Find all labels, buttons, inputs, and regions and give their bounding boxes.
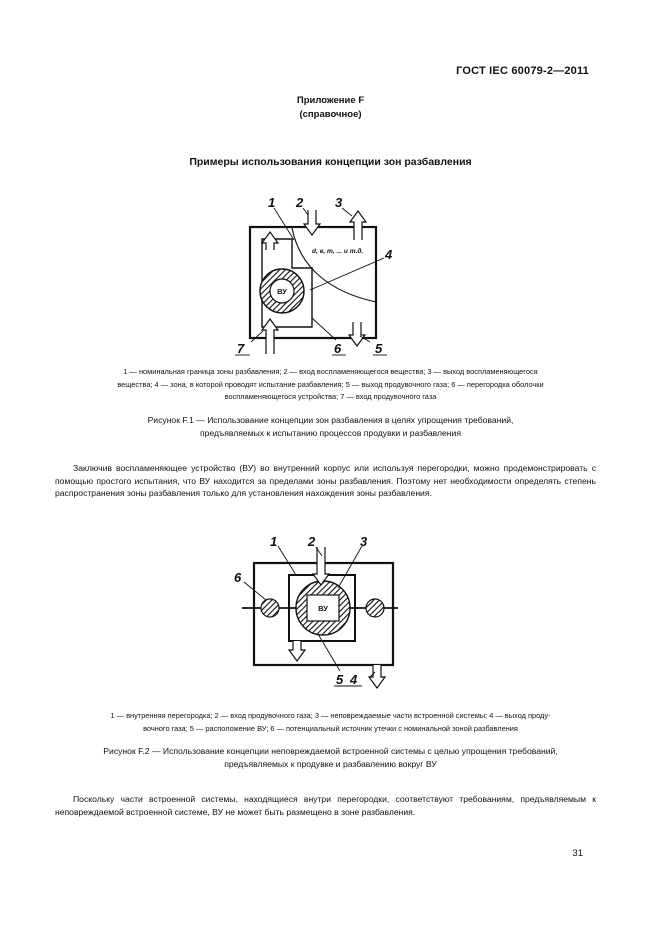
figure1-inner-text: d, e, m, ... и т.д.: [312, 248, 364, 255]
figure1-label-4: 4: [385, 247, 393, 262]
figure1-purge-inlet-arrow: [262, 319, 278, 354]
paragraph-1: Заключив воспламеняющее устройство (ВУ) во внутренний корпус или используя перегородки, можно продемонстрировать с помощью простого испытания, что ВУ находится за пределами зоны разбавления. Поэтому нет необходимости определять степень распространения зоны разбавления только для установления нахождения зоны разбавления.: [55, 463, 596, 499]
figure2-partition-outlet-arrow: [289, 641, 305, 661]
figure1-legend-line: 1 — номинальная граница зоны разбавления; 2 — вход воспламеняющегося вещества; 3 — выход воспламеняющегося: [123, 367, 538, 376]
figure1-label-1: 1: [268, 195, 276, 210]
figure1-label-2: 2: [296, 195, 304, 210]
figure2-leak-source-right: [366, 599, 384, 617]
figure1-label-6: 6: [334, 341, 342, 356]
figure2-purge-outlet-arrow: [369, 665, 385, 688]
figure1-outlet-arrow: [350, 211, 366, 240]
figure1-caption-line: предъявляемых к испытанию процессов продувки и разбавления: [200, 428, 461, 438]
figure1-device-label: ВУ: [277, 287, 287, 296]
figure1-label-7: 7: [237, 341, 245, 356]
figure2-legend-line: вочного газа; 5 — расположение ВУ; 6 — потенциальный источник утечки с номинальной зоной разбавления: [143, 723, 518, 733]
figure2-label-2: 2: [308, 534, 316, 549]
page-number: 31: [572, 848, 583, 859]
figure1-label-5: 5: [375, 341, 383, 356]
figure2-caption-line: предъявляемых к продувке и разбавлению вокруг ВУ: [224, 759, 437, 769]
figure2-label-6: 6: [234, 570, 242, 585]
figure1-legend-line: вещества; 4 — зона, в которой проводят испытание разбавления; 5 — выход продувочного газа; 6 — перегородка оболочки: [117, 379, 544, 389]
figure2-diagram: [234, 534, 398, 688]
figure1-caption: [60, 414, 601, 440]
figure2-label-4: 4: [350, 672, 358, 687]
figure2-caption-line: Рисунок F.2 — Использование концепции неповреждаемой встроенной системы с целью упрощения требований,: [103, 746, 558, 756]
figure2-legend: [60, 710, 601, 735]
figure1-diagram: [235, 195, 393, 356]
figure1-up-arrow: [262, 232, 278, 250]
figure1-legend-line: воспламеняющегося устройства; 7 — вход продувочного газа: [224, 392, 437, 402]
figure2-leak-source-left: [261, 599, 279, 617]
figure2-label-5: 5: [336, 672, 344, 687]
paragraph-2: Поскольку части встроенной системы, находящиеся внутри перегородки, соответствуют требованиям, предъявляемым к неповреждаемой встроенной системе, ВУ не может быть размещено в зоне разбавления.: [55, 794, 596, 817]
figure1-legend: [60, 366, 601, 404]
figure1-label-3: 3: [335, 195, 343, 210]
figure1-caption-line: Рисунок F.1 — Использование концепции зон разбавления в целях упрощения требований,: [147, 415, 514, 425]
figure2-legend-line: 1 — внутренняя перегородка; 2 — вход продувочного газа; 3 — неповреждаемые части встроенной системы; 4 — выход проду-: [110, 711, 551, 720]
standard-header: ГОСТ IEC 60079-2—2011: [456, 65, 589, 77]
appendix-subtitle: (справочное): [299, 109, 362, 120]
figure2-label-3: 3: [360, 534, 368, 549]
figure2-caption: [60, 745, 601, 771]
section-title: Примеры использования концепции зон разбавления: [189, 156, 472, 168]
figure1-purge-outlet-arrow: [349, 322, 365, 346]
figure2-purge-inlet-arrow: [313, 547, 329, 585]
figure2-device-label: ВУ: [318, 604, 328, 613]
appendix-title: Приложение F: [296, 95, 365, 106]
figure1-inlet-arrow: [304, 210, 320, 235]
figure2-label-1: 1: [270, 534, 278, 549]
